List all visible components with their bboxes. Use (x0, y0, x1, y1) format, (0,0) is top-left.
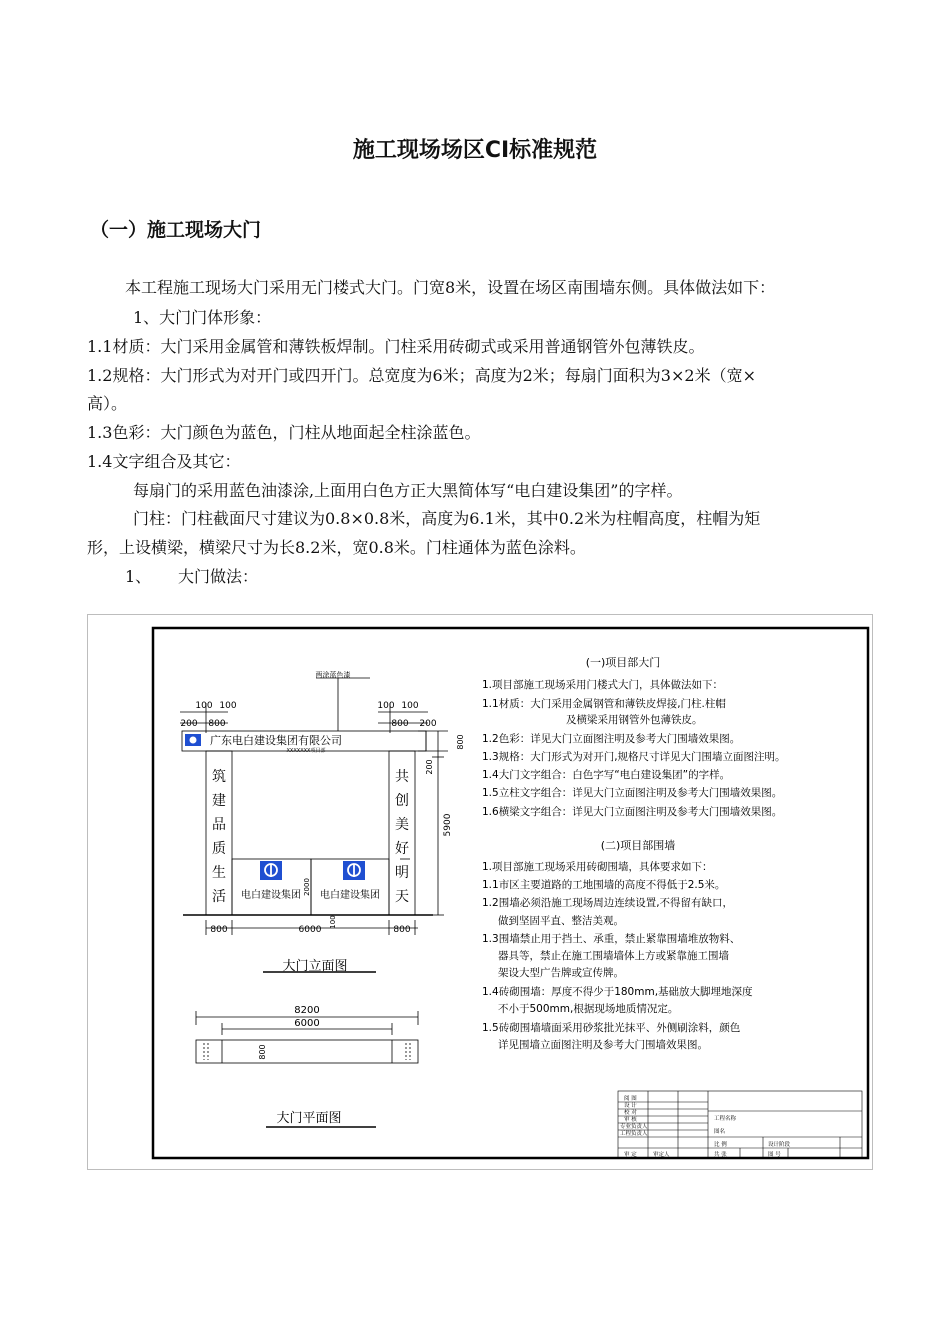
titleblock-figure: 图名 (714, 1129, 726, 1135)
note-line: 1.3围墙禁止用于挡土、承重，禁止紧靠围墙堆放物料、 (482, 933, 741, 945)
titleblock-row: 审 定 (624, 1152, 637, 1158)
paint-note: 两涂蓝色漆 (315, 671, 351, 679)
notes-title-wall: (二)项目部围墙 (600, 839, 676, 852)
right-pillar-char: 创 (395, 793, 409, 809)
notes-title-gate: (一)项目部大门 (585, 656, 661, 669)
cad-drawing (88, 615, 874, 1171)
beam-subtitle: XXXXXXX项目部 (286, 748, 326, 754)
dim-top-right-d: 200 (419, 719, 437, 729)
dim-door-height: 2000 (303, 878, 311, 896)
title-block (618, 1091, 862, 1158)
note-line: 1.1市区主要道路的工地围墙的高度不得低于2.5米。 (482, 879, 726, 891)
left-pillar-char: 质 (212, 841, 226, 857)
left-pillar-slogan (212, 769, 226, 905)
dim-top-right-b: 100 (401, 701, 419, 711)
spec-pillar-line1: 门柱：门柱截面尺寸建议为0.8×0.8米，高度为6.1米，其中0.2米为柱帽高度，柱帽为矩 (133, 509, 761, 528)
note-line: 器具等，禁止在施工围墙墙体上方或紧靠施工围墙 (498, 950, 729, 962)
note-line: 1.6横梁文字组合：详见大门立面图注明及参考大门围墙效果图。 (482, 806, 783, 818)
note-line: 1.2围墙必须沿施工现场周边连续设置,不得留有缺口， (482, 897, 734, 909)
right-pillar-char: 明 (395, 865, 409, 881)
dim-door-gap: 100 (329, 915, 337, 929)
dim-top-left-b: 100 (219, 701, 237, 711)
note-line: 1.项目部施工现场采用门楼式大门，具体做法如下： (482, 679, 724, 691)
notes-block-gate (482, 655, 786, 818)
titleblock-phase: 设计阶段 (768, 1142, 791, 1148)
method-number: 1、 (125, 567, 152, 586)
note-line: 1.项目部施工现场采用砖砌围墙，具体要求如下： (482, 861, 713, 873)
plan-dim-inner: 6000 (294, 1018, 320, 1029)
dim-cap-height: 200 (425, 759, 434, 775)
titleblock-sheet: 共 张 (714, 1152, 727, 1158)
notes-block-wall (482, 838, 753, 1051)
spec-color: 1.3色彩：大门颜色为蓝色，门柱从地面起全柱涂蓝色。 (87, 423, 481, 442)
door-label-left: 电白建设集团 (241, 890, 301, 901)
right-pillar-char: 天 (395, 889, 409, 905)
dim-top-left-a: 100 (195, 701, 213, 711)
titleblock-row: 工程负责人 (620, 1131, 648, 1137)
titleblock-row: 专业负责人 (620, 1124, 648, 1130)
dim-top-left-c: 200 (180, 719, 198, 729)
item-heading: 1、大门门体形象： (133, 308, 272, 327)
spec-size-line2: 高）。 (87, 394, 128, 413)
titleblock-project: 工程名称 (714, 1116, 737, 1122)
beam-company-name: 广东电白建设集团有限公司 (210, 734, 342, 747)
dim-bottom-right: 800 (393, 925, 411, 935)
note-line: 1.1材质：大门采用金属钢管和薄铁皮焊接,门柱.柱帽 (482, 698, 726, 710)
titleblock-scale: 比 例 (714, 1142, 727, 1148)
left-pillar-char: 建 (212, 793, 226, 809)
right-pillar-slogan (395, 769, 409, 905)
titleblock-number: 图 号 (768, 1152, 781, 1158)
spec-material: 1.1材质：大门采用金属管和薄铁板焊制。门柱采用砖砌式或采用普通钢管外包薄铁皮。 (87, 337, 705, 356)
right-pillar-char: 美 (395, 817, 409, 833)
dim-bottom-center: 6000 (298, 925, 322, 935)
right-pillar-char: 共 (395, 769, 409, 785)
note-line: 1.3规格：大门形式为对开门,规格尺寸详见大门围墙立面图注明。 (482, 751, 786, 763)
note-line: 详见围墙立面图注明及参考大门围墙效果图。 (498, 1039, 708, 1051)
section-heading: （一）施工现场大门 (90, 219, 262, 241)
plan-label: 大门平面图 (276, 1111, 342, 1126)
titleblock-row: 设 计 (624, 1103, 637, 1109)
right-pillar-char: 好 (395, 841, 409, 857)
door-logo-right (343, 861, 365, 880)
spec-text-heading: 1.4文字组合及其它： (87, 452, 241, 471)
note-line: 1.2色彩：详见大门立面图注明及参考大门围墙效果图。 (482, 733, 741, 745)
dim-pillar-height: 5900 (443, 813, 453, 837)
note-line: 1.4大门文字组合：白色字写“电白建设集团”的字样。 (482, 769, 731, 781)
dim-beam-height: 800 (456, 734, 465, 750)
left-pillar-char: 活 (212, 889, 226, 905)
elevation-label: 大门立面图 (282, 959, 348, 974)
spec-size-line1: 1.2规格：大门形式为对开门或四开门。总宽度为6米；高度为2米；每扇门面积为3×2米（宽× (87, 366, 756, 385)
plan-dim-depth: 800 (258, 1044, 267, 1060)
note-line: 1.5立柱文字组合：详见大门立面图注明及参考大门围墙效果图。 (482, 787, 783, 799)
dim-bottom-left: 800 (210, 925, 228, 935)
plan-dim-total: 8200 (294, 1005, 320, 1016)
note-line: 1.5砖砌围墙墙面采用砂浆批光抹平、外侧刷涂料，颜色 (482, 1022, 741, 1034)
left-pillar-char: 筑 (212, 769, 226, 785)
document-title: 施工现场场区CI标准规范 (352, 138, 598, 163)
titleblock-reviewer: 审定人 (653, 1152, 670, 1158)
door-logo-left (260, 861, 282, 880)
note-line: 1.4砖砌围墙：厚度不得少于180mm,基础放大脚埋地深度 (482, 986, 753, 998)
note-line: 不小于500mm,根据现场地质情况定。 (498, 1003, 679, 1015)
title-block-text (620, 1094, 791, 1158)
intro-paragraph: 本工程施工现场大门采用无门楼式大门。门宽8米，设置在场区南围墙东侧。具体做法如下： (125, 278, 776, 297)
gate-drawing-figure (87, 614, 873, 1170)
door-label-right: 电白建设集团 (320, 890, 380, 901)
left-pillar-char: 生 (212, 865, 226, 881)
note-line: 及横梁采用钢管外包薄铁皮。 (566, 714, 703, 726)
dim-top-right-a: 100 (377, 701, 395, 711)
beam-logo (185, 734, 201, 746)
spec-pillar-line2: 形，上设横梁，横梁尺寸为长8.2米，宽0.8米。门柱通体为蓝色涂料。 (87, 538, 586, 557)
titleblock-row: 阅 图 (624, 1096, 637, 1102)
method-heading: 大门做法： (178, 567, 259, 586)
titleblock-row: 审 核 (624, 1117, 637, 1123)
note-line: 做到坚固平直、整洁美观。 (498, 915, 624, 927)
left-pillar-char: 品 (212, 817, 226, 833)
titleblock-row: 校 对 (624, 1110, 637, 1116)
dim-top-left-d: 800 (208, 719, 226, 729)
note-line: 架设大型广告牌或宣传牌。 (498, 967, 624, 979)
spec-text-door: 每扇门的采用蓝色油漆涂,上面用白色方正大黑简体写“电白建设集团”的字样。 (133, 481, 683, 500)
dim-top-right-c: 800 (391, 719, 409, 729)
